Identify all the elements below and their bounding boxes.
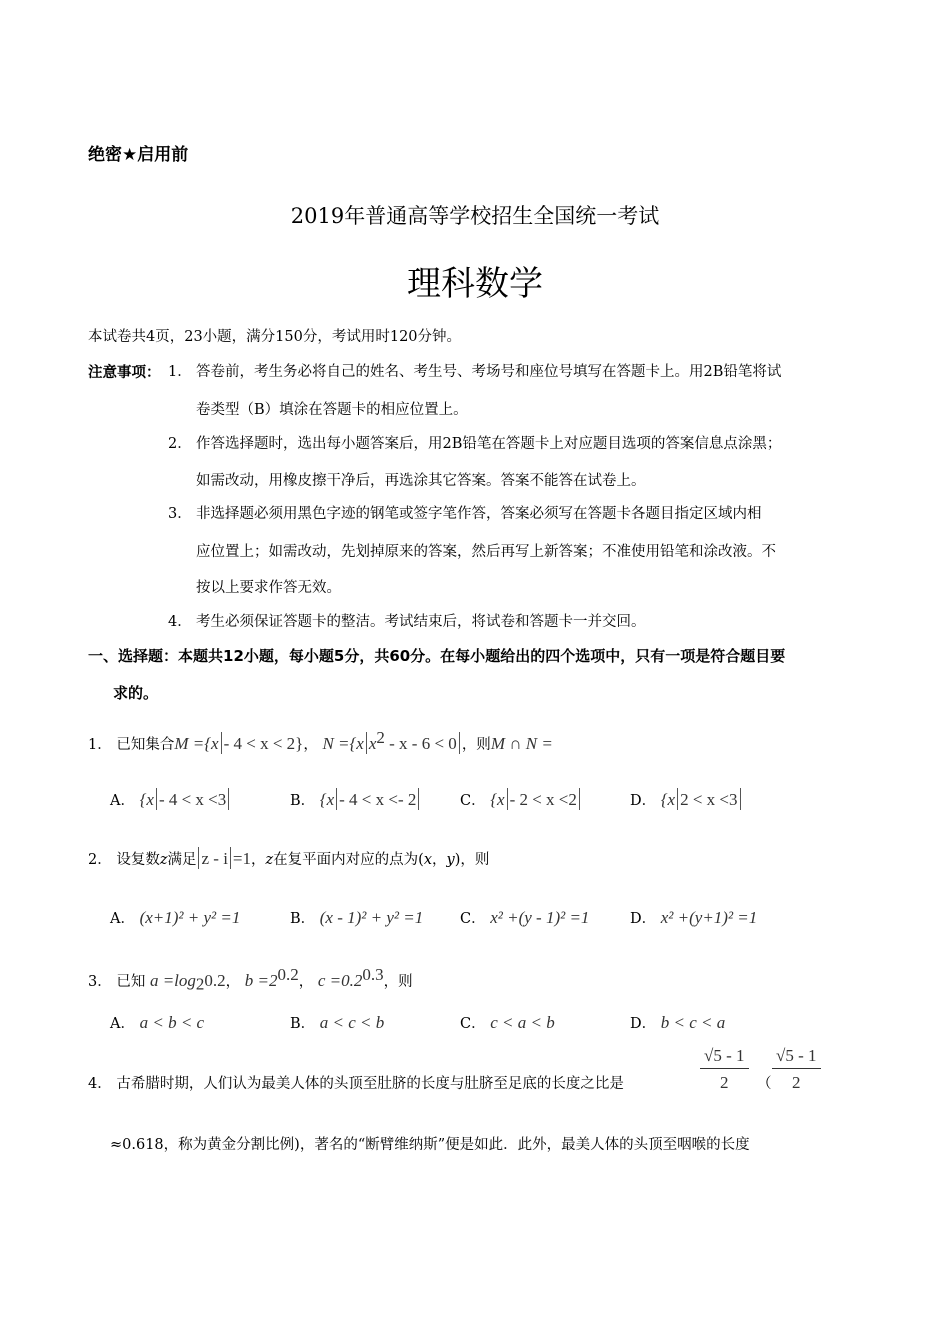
- question-number: 4．: [88, 1076, 112, 1092]
- q3-option-d[interactable]: [630, 1012, 725, 1033]
- option-label: D．: [630, 793, 657, 809]
- q3-option-b[interactable]: [290, 1012, 384, 1033]
- q2-option-a[interactable]: [110, 907, 240, 928]
- option-condition: - 4 < x <- 2: [339, 790, 417, 809]
- b-exponent: 0.2: [277, 965, 299, 984]
- equation-rhs: =1: [232, 849, 252, 868]
- section-heading-line-1: 一、选择题：本题共12小题，每小题5分，共60分。在每小题给出的四个选项中，只有一项是符合题目要: [88, 647, 786, 665]
- question-target: M ∩ N =: [490, 733, 553, 753]
- note-2-line-1: 作答选择题时，选出每小题答案后，用2B铅笔在答题卡上对应题目选项的答案信息点涂黑；: [196, 436, 782, 452]
- confidential-mark: 绝密★启用前: [88, 145, 189, 165]
- option-label: C．: [460, 793, 486, 809]
- option-condition: - 4 < x <3: [158, 790, 227, 809]
- option-label: D．: [630, 1016, 657, 1032]
- question-number: 1．: [88, 736, 112, 753]
- option-expression: b < c < a: [660, 1013, 726, 1032]
- q1-option-d[interactable]: [630, 788, 743, 810]
- b-definition: b =2: [244, 970, 278, 990]
- subject-title: 理科数学: [407, 264, 543, 304]
- var-z: z: [159, 852, 168, 868]
- option-label: B．: [290, 793, 316, 809]
- punctuation: ，: [225, 973, 241, 990]
- set-n-definition: N ={x: [322, 733, 364, 753]
- question-stem: )，则: [454, 852, 490, 868]
- note-1-line-2: 卷类型（B）填涂在答题卡的相应位置上。: [196, 402, 468, 418]
- option-expression: x² +(y - 1)² =1: [490, 908, 590, 927]
- question-3: [88, 965, 413, 995]
- question-stem: 满足: [167, 852, 197, 868]
- q3-option-c[interactable]: [460, 1012, 555, 1033]
- option-label: B．: [290, 1016, 316, 1032]
- log-base: 2: [195, 974, 205, 994]
- option-condition: 2 < x <3: [680, 790, 738, 809]
- note-4-line-1: 考生必须保证答题卡的整洁。考试结束后，将试卷和答题卡一并交回。: [196, 614, 646, 630]
- fraction-numerator: √5 - 1: [772, 1046, 821, 1069]
- option-set-var: {x: [660, 790, 676, 809]
- option-label: A．: [110, 793, 135, 809]
- option-expression: (x+1)² + y² =1: [139, 908, 241, 927]
- set-n-variable: x: [368, 733, 377, 753]
- question-stem: 在复平面内对应的点为(: [273, 852, 424, 868]
- note-3-line-2: 应位置上；如需改动，先划掉原来的答案，然后再写上新答案；不准使用铅笔和涂改液。不: [196, 544, 776, 560]
- var-x: x: [423, 852, 432, 868]
- exam-title: 2019年普通高等学校招生全国统一考试: [290, 204, 660, 228]
- note-1-num: 1．: [168, 364, 192, 380]
- golden-ratio-fraction-2: [772, 1046, 821, 1093]
- set-n-condition: - x - 6 < 0: [384, 733, 457, 753]
- question-stem: ，则: [383, 973, 413, 990]
- c-exponent: 0.3: [362, 965, 384, 984]
- note-3-line-1: 非选择题必须用黑色字迹的钢笔或签字笔作答，答案必须写在答题卡各题目指定区域内相: [196, 506, 762, 522]
- option-label: C．: [460, 1016, 486, 1032]
- option-expression: x² +(y+1)² =1: [660, 908, 758, 927]
- note-2-line-2: 如需改动，用橡皮擦干净后，再选涂其它答案。答案不能答在试卷上。: [196, 473, 646, 489]
- option-set-var: {x: [319, 790, 335, 809]
- q1-option-b[interactable]: [290, 788, 421, 810]
- a-definition: a =log: [149, 970, 196, 990]
- option-set-var: {x: [490, 790, 505, 809]
- punctuation: ，: [251, 852, 266, 868]
- var-z: z: [265, 852, 274, 868]
- fraction-denominator: 2: [792, 1073, 801, 1092]
- question-1: 1． 已知集合M ={x - 4 < x < 2}， N ={x $x^2 - x - 6 < 0$ ，则M ∩ N =: [88, 728, 553, 753]
- q2-option-b[interactable]: [290, 907, 423, 928]
- punctuation: ，: [432, 852, 447, 868]
- question-stem: 古希腊时期，人们认为最美人体的头顶至肚脐的长度与肚脐至足底的长度之比是: [116, 1076, 624, 1092]
- a-value: 0.2: [204, 970, 226, 990]
- punctuation: ，: [298, 973, 314, 990]
- section-heading-line-2: 求的。: [113, 684, 159, 702]
- note-3-line-3: 按以上要求作答无效。: [196, 580, 341, 596]
- c-definition: c =0.2: [317, 970, 363, 990]
- intro-text: 本试卷共4页，23小题，满分150分，考试用时120分钟。: [88, 329, 462, 345]
- notes-label: 注意事项：: [88, 365, 161, 381]
- question-stem: 设复数: [116, 852, 160, 868]
- option-label: A．: [110, 1016, 135, 1032]
- note-1-line-1: 答卷前，考生务必将自己的姓名、考生号、考场号和座位号填写在答题卡上。用2B铅笔将试: [196, 364, 782, 380]
- open-paren: （: [757, 1076, 772, 1092]
- option-expression: (x - 1)² + y² =1: [319, 908, 424, 927]
- fraction-numerator: √5 - 1: [700, 1046, 749, 1069]
- question-4-line-2: ≈0.618，称为黄金分割比例)，著名的“断臂维纳斯”便是如此．此外，最美人体的头顶至咽喉的长度: [110, 1137, 750, 1153]
- note-2-num: 2．: [168, 436, 192, 452]
- option-expression: a < c < b: [319, 1013, 385, 1032]
- option-label: C．: [460, 911, 486, 927]
- question-stem: 已知集合: [116, 736, 175, 753]
- fraction-denominator: 2: [720, 1073, 729, 1092]
- q2-option-c[interactable]: [460, 907, 589, 928]
- question-4-line-1: [88, 1072, 624, 1093]
- note-3-num: 3．: [168, 506, 192, 522]
- question-stem: 已知: [116, 973, 146, 990]
- set-m-definition: M ={x: [174, 733, 219, 753]
- option-expression: a < b < c: [139, 1013, 205, 1032]
- q2-option-d[interactable]: [630, 907, 757, 928]
- option-label: D．: [630, 911, 657, 927]
- question-number: 3．: [88, 973, 112, 990]
- golden-ratio-fraction: [700, 1046, 749, 1093]
- set-m-condition: - 4 < x < 2}: [223, 733, 304, 753]
- var-y: y: [446, 852, 455, 868]
- option-set-var: {x: [139, 790, 154, 809]
- option-label: A．: [110, 911, 135, 927]
- q1-option-c[interactable]: [460, 788, 582, 810]
- option-condition: - 2 < x <2: [509, 790, 577, 809]
- question-2: [88, 847, 489, 869]
- option-label: B．: [290, 911, 316, 927]
- note-4-num: 4．: [168, 614, 192, 630]
- q3-option-a[interactable]: [110, 1012, 204, 1033]
- set-n-exponent: 2: [376, 728, 385, 747]
- question-stem-suffix: ，则: [461, 736, 491, 753]
- q1-option-a[interactable]: [110, 788, 231, 810]
- abs-expression: z - i: [201, 849, 228, 868]
- question-number: 2．: [88, 852, 112, 868]
- option-expression: c < a < b: [490, 1013, 555, 1032]
